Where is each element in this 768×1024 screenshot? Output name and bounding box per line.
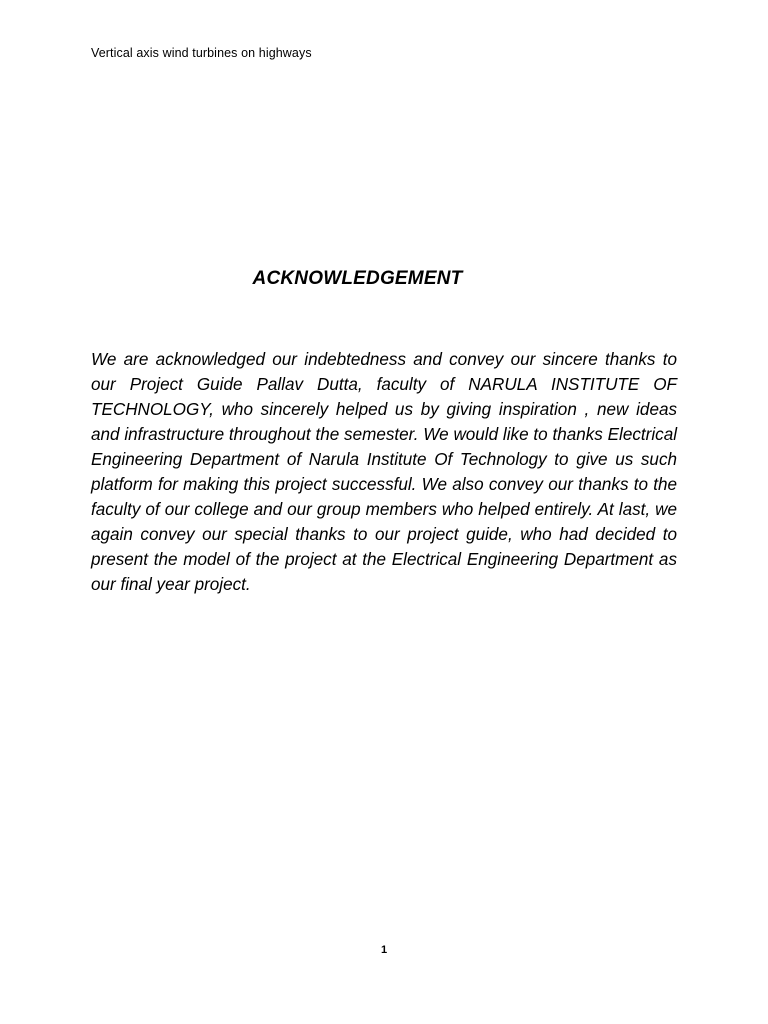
page-title: ACKNOWLEDGEMENT: [252, 268, 463, 289]
running-header: Vertical axis wind turbines on highways: [91, 46, 312, 60]
acknowledgement-paragraph: We are acknowledged our indebtedness and convey our sincere thanks to our Project Guide Pallav Dutta, faculty of NARULA INSTITUTE OF TECHNOLOGY, who sincerely helped us by giving inspiration , new ideas and infrastructure throughout the semester. We would like to thanks Electrical Engineering Department of Narula Institute Of Technology to give us such platform for making this project successful. We also convey our thanks to the faculty of our college and our group members who helped entirely. At last, we again convey our special thanks to our project guide, who had decided to present the model of the project at the Electrical Engineering Department as our final year project.: [91, 350, 677, 594]
page-number: 1: [380, 944, 388, 956]
